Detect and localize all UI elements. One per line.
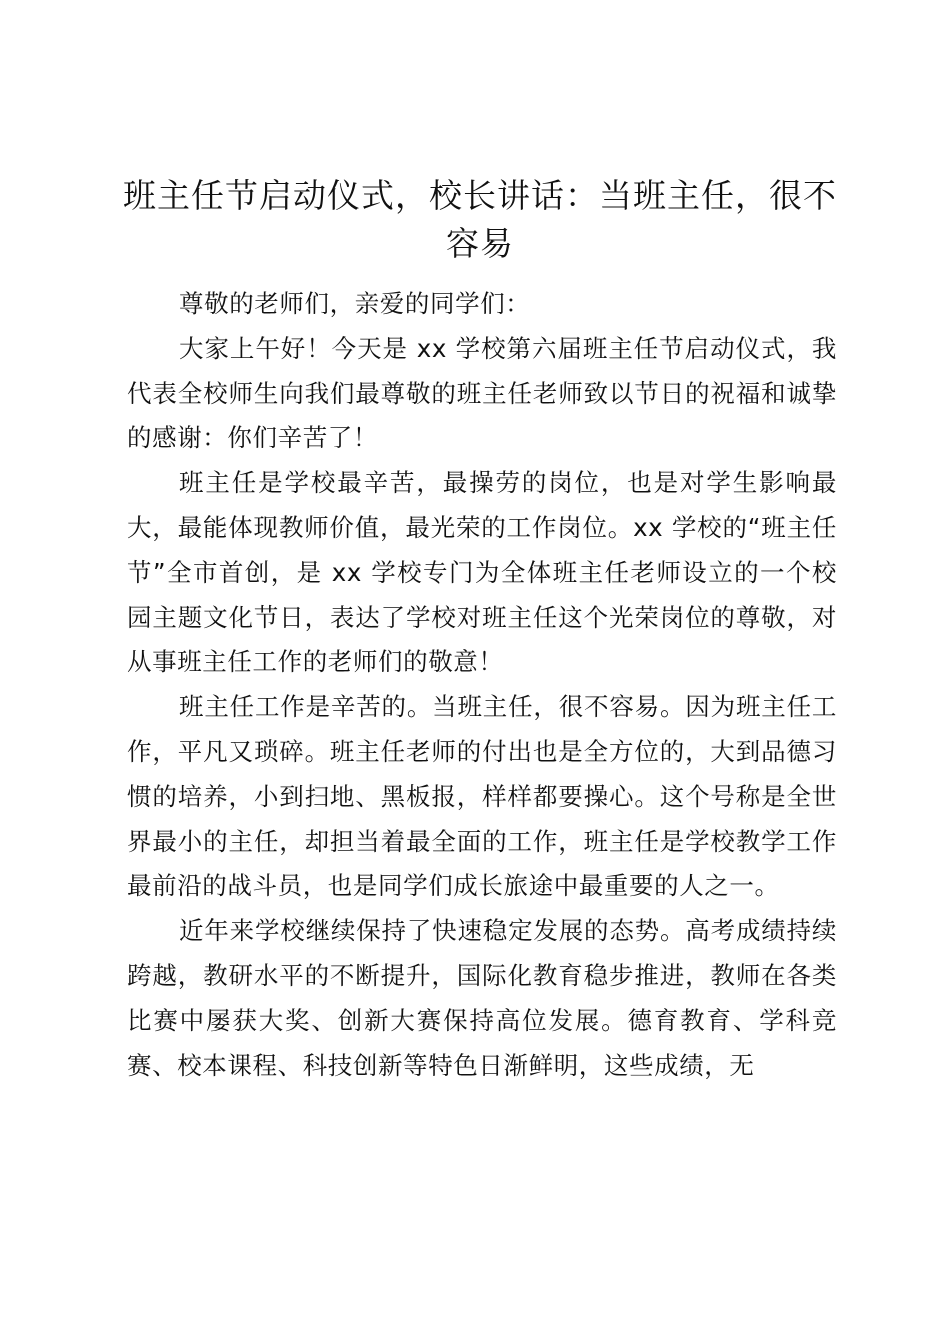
paragraph-salutation: 尊敬的老师们，亲爱的同学们：	[179, 289, 531, 318]
document-body	[127, 282, 837, 1088]
paragraph-achievements: 近年来学校继续保持了快速稳定发展的态势。高考成绩持续跨越，教研水平的不断提升，国际化教育稳步推进，教师在各类比赛中屡获大奖、创新大赛保持高位发展。德育教育、学科竞赛、校本课程、科技创新等特色日渐鲜明，这些成绩，无	[127, 916, 837, 1080]
paragraph-hardship: 班主任工作是辛苦的。当班主任，很不容易。因为班主任工作，平凡又琐碎。班主任老师的付出也是全方位的，大到品德习惯的培养，小到扫地、黑板报，样样都要操心。这个号称是全世界最小的主任，却担当着最全面的工作，班主任是学校教学工作最前沿的战斗员，也是同学们成长旅途中最重要的人之一。	[127, 692, 837, 901]
document-title: 班主任节启动仪式，校长讲话：当班主任，很不容易	[123, 176, 837, 263]
paragraph-greeting: 大家上午好！今天是 xx 学校第六届班主任节启动仪式，我代表全校师生向我们最尊敬的班主任老师致以节日的祝福和诚挚的感谢：你们辛苦了！	[127, 333, 837, 453]
paragraph-role: 班主任是学校最辛苦，最操劳的岗位，也是对学生影响最大，最能体现教师价值，最光荣的工作岗位。xx 学校的“班主任节”全市首创，是 xx 学校专门为全体班主任老师设立的一个校园主题文化节日，表达了学校对班主任这个光荣岗位的尊敬，对从事班主任工作的老师们的敬意！	[127, 468, 837, 677]
